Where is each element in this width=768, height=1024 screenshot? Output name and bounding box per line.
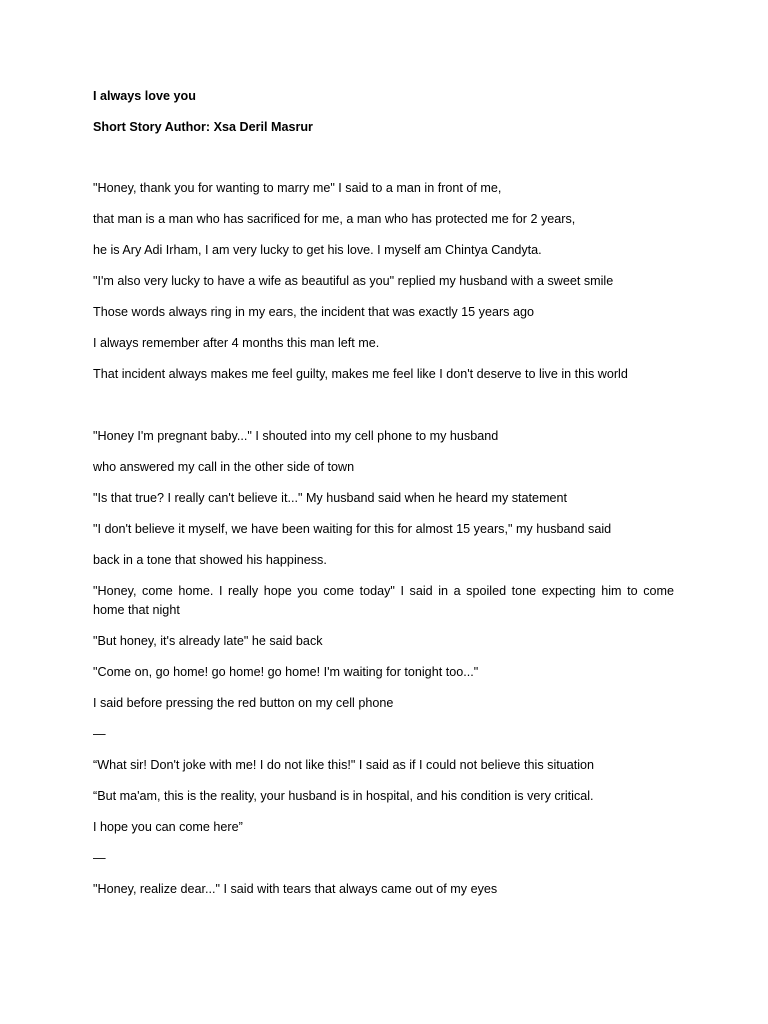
paragraph-line: I hope you can come here” xyxy=(93,820,243,834)
paragraph-line: "Is that true? I really can't believe it..." My husband said when he heard my statement xyxy=(93,491,568,505)
paragraph-line: “But ma'am, this is the reality, your husband is in hospital, and his condition is very critical. xyxy=(93,789,594,803)
paragraph-line: “What sir! Don't joke with me! I do not like this!" I said as if I could not believe this situation xyxy=(93,758,595,772)
section-divider: — xyxy=(93,727,106,741)
paragraph-line: "Come on, go home! go home! go home! I'm waiting for tonight too..." xyxy=(93,665,479,679)
paragraph-line: "I don't believe it myself, we have been waiting for this for almost 15 years," my husband said xyxy=(93,522,612,536)
paragraph-line: "Honey, realize dear..." I said with tears that always came out of my eyes xyxy=(93,882,498,896)
paragraph-line: home that night xyxy=(93,603,180,617)
paragraph-line: "But honey, it's already late" he said back xyxy=(93,634,323,648)
paragraph-line: That incident always makes me feel guilty, makes me feel like I don't deserve to live in this world xyxy=(93,367,628,381)
author-line: Short Story Author: Xsa Deril Masrur xyxy=(93,120,313,134)
paragraph-line: he is Ary Adi Irham, I am very lucky to get his love. I myself am Chintya Candyta. xyxy=(93,243,542,257)
paragraph-line: that man is a man who has sacrificed for me, a man who has protected me for 2 years, xyxy=(93,212,576,226)
paragraph-line: Those words always ring in my ears, the incident that was exactly 15 years ago xyxy=(93,305,534,319)
paragraph-line: who answered my call in the other side of town xyxy=(93,460,355,474)
paragraph-line: I always remember after 4 months this man left me. xyxy=(93,336,380,350)
paragraph-line: "Honey, thank you for wanting to marry me" I said to a man in front of me, xyxy=(93,181,502,195)
paragraph-line: "Honey I'm pregnant baby..." I shouted into my cell phone to my husband xyxy=(93,429,499,443)
paragraph-line: "Honey, come home. I really hope you come today" I said in a spoiled tone expecting him to come xyxy=(93,584,674,598)
paragraph-line: I said before pressing the red button on my cell phone xyxy=(93,696,394,710)
story-title: I always love you xyxy=(93,89,196,103)
paragraph-line: "I'm also very lucky to have a wife as beautiful as you" replied my husband with a sweet smile xyxy=(93,274,614,288)
section-divider: — xyxy=(93,851,106,865)
paragraph-line: back in a tone that showed his happiness. xyxy=(93,553,327,567)
